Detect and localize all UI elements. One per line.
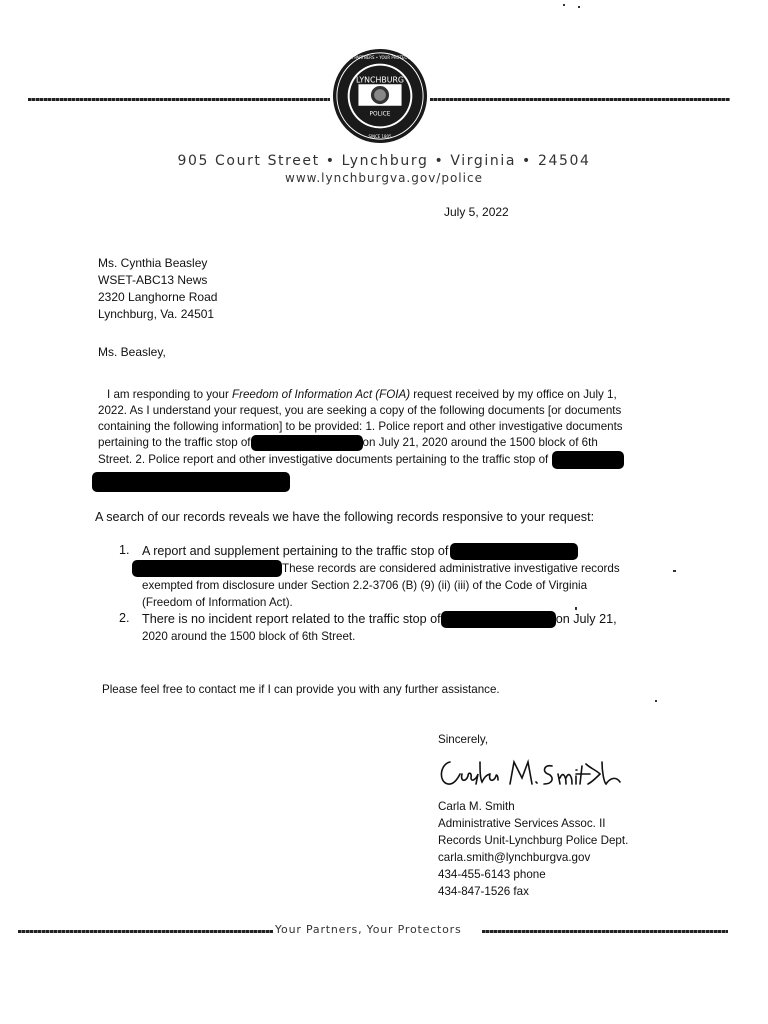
recipient-name: Ms. Cynthia Beasley	[98, 256, 208, 270]
redaction-item1-a	[450, 543, 578, 560]
sincerely: Sincerely,	[438, 733, 489, 746]
item1-line4: (Freedom of Information Act).	[142, 596, 293, 609]
lynchburg-police-seal	[331, 47, 429, 145]
seal-ring-bottom: SINCE 1805	[368, 134, 392, 140]
body-paragraph	[98, 387, 678, 467]
redaction-name-1	[251, 435, 363, 451]
redaction-item2	[441, 611, 556, 628]
p1-line1-end: request received by my office on July 1,	[410, 388, 617, 401]
scan-speck	[578, 6, 580, 8]
recipient-street: 2320 Langhorne Road	[98, 290, 218, 304]
p1-line5: Street. 2. Police report and other investigative documents pertaining to the traffic stop of	[98, 453, 549, 467]
item2-line1-end: on July 21,	[555, 612, 617, 626]
item1-line3: exempted from disclosure under Section 2.2-3706 (B) (9) (ii) (iii) of the Code of Virginia	[142, 579, 588, 592]
signer-title: Administrative Services Assoc. II	[438, 817, 606, 830]
signer-email: carla.smith@lynchburgva.gov	[438, 851, 591, 864]
seal-title: LYNCHBURG	[356, 75, 404, 85]
item2-line2: 2020 around the 1500 block of 6th Street.	[142, 630, 356, 643]
item1-line2: These records are considered administrative investigative records	[282, 562, 620, 575]
letterhead-website: www.lynchburgva.gov/police	[285, 171, 483, 185]
list-item-2-number: 2.	[119, 611, 130, 625]
scan-speck	[673, 570, 676, 572]
p1-line2: 2022. As I understand your request, you are seeking a copy of the following documents [or documents	[98, 404, 622, 417]
footer-rule-right	[482, 930, 728, 933]
list-item-1	[119, 543, 659, 611]
p1-foia-term: Freedom of Information Act (FOIA)	[232, 388, 411, 401]
letterhead-address: 905 Court Street • Lynchburg • Virginia • 24504	[177, 153, 591, 169]
redaction-name-2-cont	[92, 472, 290, 492]
list-item-1-number: 1.	[119, 543, 130, 557]
search-statement: A search of our records reveals we have the following records responsive to your request:	[95, 510, 595, 524]
item2-line1-start: There is no incident report related to the traffic stop of	[142, 612, 441, 626]
signer-phone: 434-455-6143 phone	[438, 868, 546, 881]
scan-speck	[563, 4, 565, 6]
header-rule-right	[430, 98, 730, 101]
signer-fax: 434-847-1526 fax	[438, 885, 529, 898]
item1-line1: A report and supplement pertaining to the traffic stop of	[142, 544, 449, 558]
scan-speck	[655, 700, 657, 702]
footer-tagline: Your Partners, Your Protectors	[275, 923, 462, 936]
recipient-org: WSET-ABC13 News	[98, 273, 208, 287]
p1-line4-end: on July 21, 2020 around the 1500 block of 6th	[362, 436, 598, 450]
footer-rule-left	[18, 930, 273, 933]
recipient-city: Lynchburg, Va. 24501	[98, 307, 215, 321]
records-list	[119, 543, 659, 645]
seal-subtitle: POLICE	[369, 111, 391, 118]
handwritten-signature	[436, 748, 636, 793]
p1-line1-start: I am responding to your	[107, 388, 233, 401]
signature-details	[438, 798, 628, 900]
signer-unit: Records Unit-Lynchburg Police Dept.	[438, 834, 629, 847]
p1-line4-start: pertaining to the traffic stop of	[98, 436, 251, 450]
redaction-item1-b	[132, 560, 282, 577]
scan-speck	[575, 607, 577, 610]
list-item-2	[119, 611, 659, 645]
p1-line3: containing the following information] to be provided: 1. Police report and other investigative documents	[98, 420, 623, 433]
header-rule-left	[28, 98, 330, 101]
redaction-name-2	[552, 451, 624, 469]
salutation: Ms. Beasley,	[98, 345, 166, 359]
signer-name: Carla M. Smith	[438, 800, 515, 813]
closing-line: Please feel free to contact me if I can provide you with any further assistance.	[102, 683, 500, 696]
seal-ring-top: YOUR PARTNERS • YOUR PROTECTORS	[342, 54, 418, 60]
recipient-address	[98, 255, 217, 323]
letter-date: July 5, 2022	[444, 205, 509, 219]
